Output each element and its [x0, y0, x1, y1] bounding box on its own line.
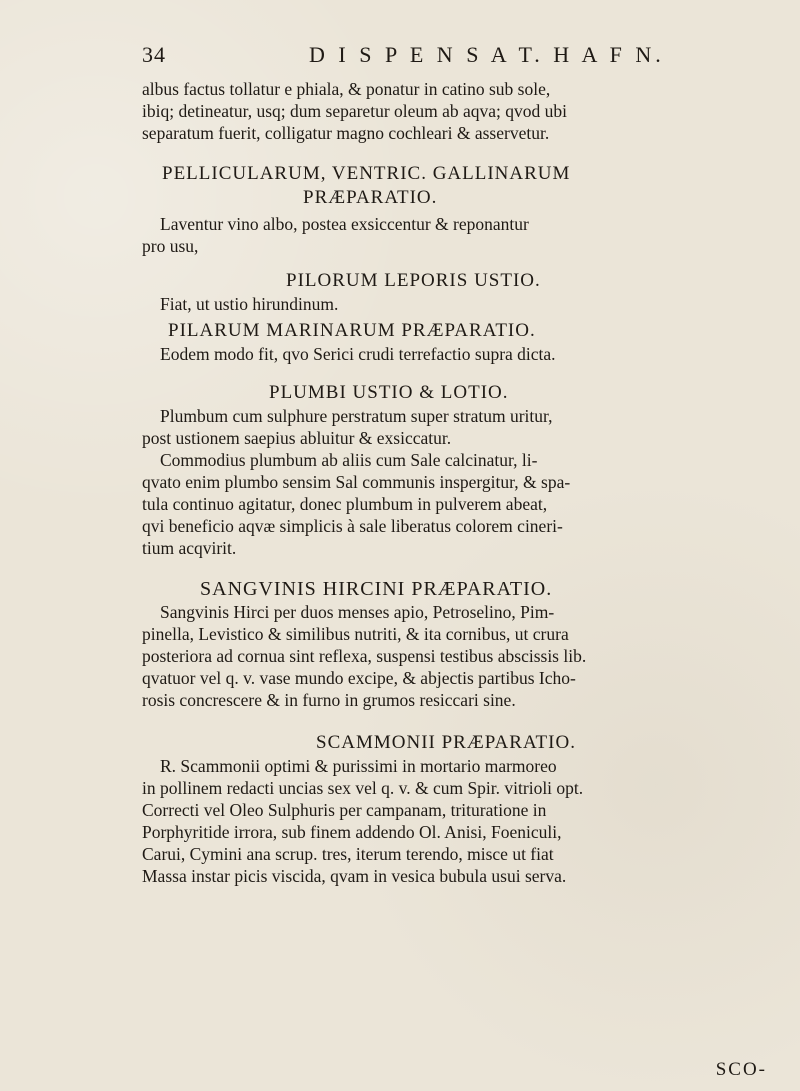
intro-text — [142, 78, 766, 144]
text-line: Commodius plumbum ab aliis cum Sale calcinatur, li- — [160, 450, 538, 470]
text-line: Carui, Cymini ana scrup. tres, iterum terendo, misce ut fiat — [142, 844, 554, 864]
text-line: Porphyritide irrora, sub finem addendo Ol. Anisi, Foeniculi, — [142, 822, 562, 842]
running-head: D I S P E N S A T. H A F N. — [309, 42, 665, 67]
text-line: ibiq; detineatur, usq; dum separetur oleum ab aqva; qvod ubi — [142, 101, 568, 121]
text-line: post ustionem saepius abluitur & exsiccatur. — [142, 428, 452, 448]
section-heading: PLUMBI USTIO & LOTIO. — [269, 382, 509, 403]
text-line: tula continuo agitatur, donec plumbum in pulverem abeat, — [142, 494, 548, 514]
text-line: Massa instar picis viscida, qvam in vesica bubula usui serva. — [142, 866, 567, 886]
pilarum-text — [142, 343, 766, 365]
scammonii-text — [142, 755, 766, 887]
text-line: separatum fuerit, colligatur magno cochleari & asservetur. — [142, 123, 550, 143]
text-line: Fiat, ut ustio hirundinum. — [160, 294, 339, 314]
text-line: in pollinem redacti uncias sex vel q. v. & cum Spir. vitrioli opt. — [142, 778, 584, 798]
section-subheading: PRÆPARATIO. — [303, 187, 438, 208]
text-line: qvatuor vel q. v. vase mundo excipe, & abjectis partibus Icho- — [142, 668, 576, 688]
section-heading: PILORUM LEPORIS USTIO. — [286, 270, 541, 291]
pelliculae-text — [142, 213, 766, 257]
section-heading: SCAMMONII PRÆPARATIO. — [316, 732, 576, 753]
text-line: pinella, Levistico & similibus nutriti, & ita cornibus, ut crura — [142, 624, 569, 644]
catchword: SCO- — [715, 1059, 767, 1080]
text-line: albus factus tollatur e phiala, & ponatur in catino sub sole, — [142, 79, 551, 99]
text-line: Plumbum cum sulphure perstratum super stratum uritur, — [160, 406, 553, 426]
text-line: Sangvinis Hirci per duos menses apio, Petroselino, Pim- — [160, 602, 555, 622]
text-line: posteriora ad cornua sint reflexa, suspensi testibus abscissis lib. — [142, 646, 587, 666]
sangvinis-text — [142, 601, 766, 711]
text-line: pro usu, — [142, 236, 199, 256]
section-heading: PELLICULARUM, VENTRIC. GALLINARUM — [162, 163, 571, 184]
section-heading: SANGVINIS HIRCINI PRÆPARATIO. — [200, 578, 553, 600]
text-line: R. Scammonii optimi & purissimi in mortario marmoreo — [160, 756, 557, 776]
pilorum-text — [142, 293, 766, 315]
text-line: Laventur vino albo, postea exsiccentur & reponantur — [160, 214, 529, 234]
section-heading: PILARUM MARINARUM PRÆPARATIO. — [168, 320, 536, 341]
text-line: qvato enim plumbo sensim Sal communis inspergitur, & spa- — [142, 472, 571, 492]
text-line: Correcti vel Oleo Sulphuris per campanam, trituratione in — [142, 800, 547, 820]
text-line: Eodem modo fit, qvo Serici crudi terrefactio supra dicta. — [160, 344, 556, 364]
text-line: rosis concrescere & in furno in grumos resiccari sine. — [142, 690, 516, 710]
plumbi-text — [142, 405, 766, 559]
page-number: 34 — [142, 42, 166, 67]
text-line: tium acqvirit. — [142, 538, 237, 558]
text-line: qvi beneficio aqvæ simplicis à sale liberatus colorem cineri- — [142, 516, 563, 536]
page-header — [142, 42, 766, 72]
